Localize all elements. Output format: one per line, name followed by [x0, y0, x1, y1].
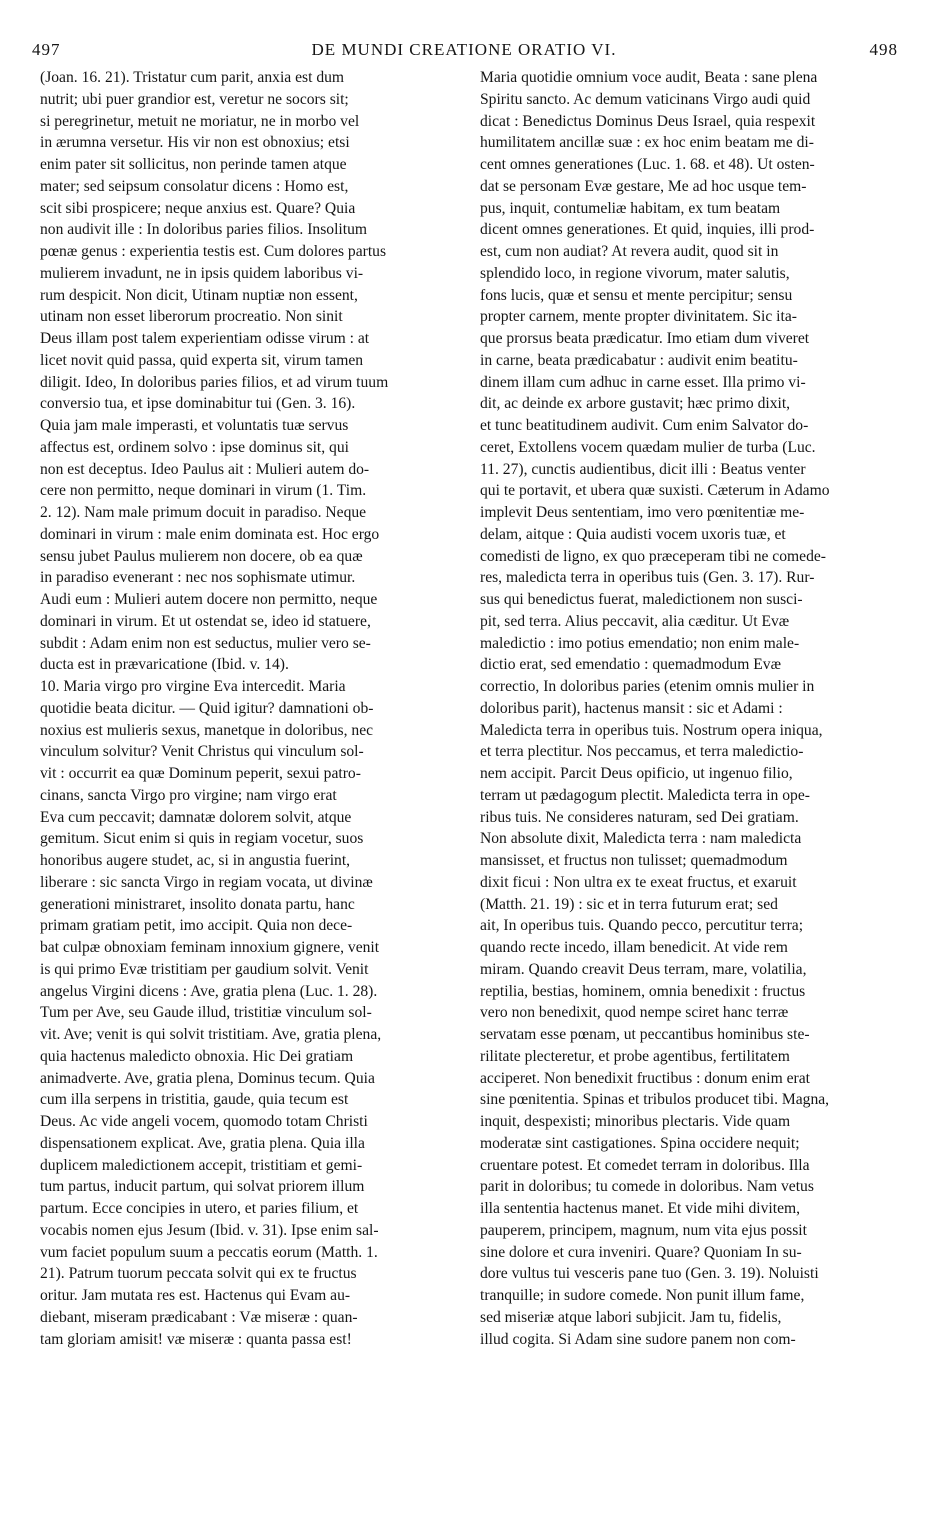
text-line: sus qui benedictus fuerat, maledictionem non susci-	[480, 591, 803, 608]
page-number-left: 497	[32, 40, 61, 59]
text-line: que prorsus beata prædicatur. Imo etiam dum viveret	[480, 330, 810, 347]
text-line: 21). Patrum tuorum peccata solvit qui ex te fructus	[40, 1265, 357, 1283]
text-line: cere non permitto, neque dominari in virum (1. Tim.	[40, 482, 367, 500]
page-header	[30, 40, 898, 66]
text-line: duplicem maledictionem accepit, tristitiam et gemi-	[40, 1156, 363, 1174]
text-line: humilitatem ancillæ suæ : ex hoc enim beatam me di-	[480, 134, 814, 152]
text-line: servatam esse pœnam, ut peccantibus hominibus ste-	[480, 1026, 810, 1043]
text-line: conversio tua, et ipse dominabitur tui (Gen. 3. 16).	[40, 395, 356, 413]
text-line: in paradiso evenerant : nec nos sophismate utimur.	[40, 569, 356, 587]
text-line: dixit ficui : Non ultra ex te exeat fructus, et exaruit	[480, 873, 797, 891]
text-line: reptilia, bestias, hominem, omnia benedixit : fructus	[480, 982, 806, 1000]
text-line: Non absolute dixit, Maledicta terra : nam maledicta	[480, 830, 802, 848]
text-line: miram. Quando creavit Deus terram, mare, volatilia,	[480, 960, 807, 978]
text-line: inquit, despexisti; minoribus plectaris. Vide quam	[480, 1113, 791, 1130]
text-line: affectus est, ordinem solvo : ipse dominus sit, qui	[40, 438, 349, 456]
text-line: vocabis nomen ejus Jesum (Ibid. v. 31). Ipse enim sal-	[40, 1221, 379, 1239]
text-line: Eva cum peccavit; damnatæ dolorem solvit, atque	[40, 808, 352, 826]
text-line: parit in doloribus; tu comede in doloribus. Nam vetus	[480, 1178, 814, 1196]
text-line: rilitate plecteretur, et probe agentibus, fertilitatem	[480, 1047, 790, 1065]
running-title: DE MUNDI CREATIONE ORATIO VI.	[311, 40, 617, 59]
left-column	[40, 67, 457, 1350]
text-line: dit, ac deinde ex arbore gustavit; hæc primo dixit,	[480, 395, 791, 413]
text-line: doloribus parit), hactenus mansit : sic et Adami :	[480, 699, 783, 717]
text-line: primam gratiam petit, imo accipit. Quia non dece-	[40, 917, 353, 935]
text-line: qui te portavit, et ubera quæ suxisti. Cæterum in Adamo	[480, 482, 830, 500]
text-line: Quia jam male imperasti, et voluntatis tuæ servus	[40, 417, 349, 434]
text-line: diebant, miseram prædicabant : Væ miseræ : quan-	[40, 1308, 358, 1326]
text-line: vit : occurrit ea quæ Dominum peperit, sexui patro-	[40, 765, 361, 782]
text-line: pauperem, principem, magnum, num vita ejus possit	[480, 1221, 807, 1239]
text-line: cum illa serpens in tristitia, gaude, quia tecum est	[40, 1091, 349, 1109]
text-line: vinculum solvitur? Venit Christus qui vinculum sol-	[40, 743, 364, 761]
text-line: sine dolore et cura inveniri. Quare? Quoniam In su-	[480, 1243, 802, 1261]
text-line: quia hactenus maledicto obnoxia. Hic Dei gratiam	[40, 1047, 354, 1065]
text-line: partum. Ecce concipies in utero, et paries filium, et	[40, 1200, 359, 1217]
text-line: angelus Virgini dicens : Ave, gratia plena (Luc. 1. 28).	[40, 982, 378, 1000]
text-line: propter carnem, mente propter divinitatem. Sic ita-	[480, 308, 797, 326]
text-line: 11. 27), cunctis audientibus, dicit illi : Beatus venter	[480, 460, 806, 478]
text-line: si peregrinetur, metuit ne moriatur, ne in morbo vel	[40, 112, 360, 130]
text-line: non est deceptus. Ideo Paulus ait : Mulieri autem do-	[40, 460, 370, 478]
text-line: Maria quotidie omnium voce audit, Beata : sane plena	[480, 69, 818, 86]
text-line: scit sibi prospicere; neque anxius est. Quare? Quia	[40, 199, 356, 217]
text-line: sensu jubet Paulus mulierem non docere, ob ea quæ	[40, 547, 363, 565]
text-line: sed miseriæ atque labori subjicit. Jam tu, fidelis,	[480, 1308, 782, 1326]
text-line: mulierem invadunt, ne in ipsis quidem laboribus vi-	[40, 264, 364, 282]
right-column	[480, 67, 897, 1350]
text-line: dispensationem explicat. Ave, gratia plena. Quia illa	[40, 1134, 365, 1152]
text-line: bat culpæ obnoxiam feminam innoxium gignere, venit	[40, 939, 380, 956]
text-line: nem accipit. Parcit Deus opificio, ut ingenuo filio,	[480, 765, 793, 782]
text-line: in ærumna versetur. His vir non est obnoxius; etsi	[40, 134, 350, 152]
text-line: licet novit quid passa, quid experta sit, virum tamen	[40, 351, 364, 369]
text-line: ait, In operibus tuis. Quando pecco, percutitur terra;	[480, 917, 804, 935]
text-line: dinem illam cum adhuc in carne esset. Illa primo vi-	[480, 373, 806, 391]
text-line: (Joan. 16. 21). Tristatur cum parit, anxia est dum	[40, 69, 345, 86]
text-line: pus, inquit, contumeliæ habitam, ex tum beatam	[480, 199, 781, 217]
text-line: vero non benedixit, quod nempe sciret hanc terræ	[480, 1004, 789, 1022]
text-line: Spiritu sancto. Ac demum vaticinans Virgo audi quid	[480, 90, 811, 108]
text-line: est, cum non audiat? At revera audit, quod sit in	[480, 243, 779, 260]
text-line: illa sententia hactenus manet. Et vide mihi divitem,	[480, 1200, 801, 1217]
text-line: res, maledicta terra in operibus tuis (Gen. 3. 17). Rur-	[480, 569, 815, 587]
text-line: (Matth. 21. 19) : sic et in terra futurum erat; sed	[480, 895, 778, 913]
text-line: implevit Deus sententiam, imo vero pœnitentiæ me-	[480, 504, 805, 521]
text-line: quotidie beata dicitur. — Quid igitur? damnationi ob-	[40, 699, 374, 717]
text-line: vit. Ave; venit is qui solvit tristitiam. Ave, gratia plena,	[40, 1026, 382, 1043]
text-line: Deus illam post talem experientiam odisse virum : at	[40, 330, 370, 347]
text-line: et terra plectitur. Nos peccamus, et terra maledictio-	[480, 743, 804, 761]
text-line: cruentare potest. Et comedet terram in doloribus. Illa	[480, 1156, 810, 1174]
text-line: delam, aitque : Quia audisti vocem uxoris tuæ, et	[480, 525, 786, 543]
text-line: mater; sed seipsum consolatur dicens : Homo est,	[40, 177, 349, 195]
text-line: mansisset, et fructus non tulisset; quemadmodum	[480, 852, 788, 869]
text-line: ducta est in prævaricatione (Ibid. v. 14).	[40, 656, 289, 674]
text-line: Deus. Ac vide angeli vocem, quomodo totam Christi	[40, 1113, 368, 1130]
text-line: oritur. Jam mutata res est. Hactenus qui Evam au-	[40, 1287, 351, 1304]
text-line: dicent omnes generationes. Et quid, inquies, illi prod-	[480, 221, 815, 239]
text-line: non audivit ille : In doloribus paries filios. Insolitum	[40, 221, 368, 239]
text-line: pœnæ genus : experientia testis est. Cum dolores partus	[40, 243, 387, 260]
text-line: cent omnes generationes (Luc. 1. 68. et 48). Ut osten-	[480, 156, 815, 173]
text-line: 2. 12). Nam male primum docuit in paradiso. Neque	[40, 504, 367, 521]
text-line: illud cogita. Si Adam sine sudore panem non com-	[480, 1330, 796, 1348]
text-line: maledictio : imo potius emendatio; non enim male-	[480, 634, 800, 652]
text-line: ribus tuis. Ne consideres naturam, sed Dei gratiam.	[480, 808, 799, 826]
text-line: fons lucis, quæ et sensu et mente percipitur; sensu	[480, 286, 793, 304]
text-line: tam gloriam amisit! væ miseræ : quanta passa est!	[40, 1330, 352, 1348]
text-line: dominari in virum. Et ut ostendat se, ideo id statuere,	[40, 612, 371, 630]
text-line: dominari in virum : male enim dominata est. Hoc ergo	[40, 525, 380, 543]
text-line: enim pater sit sollicitus, non perinde tamen atque	[40, 156, 347, 173]
text-line: animadverte. Ave, gratia plena, Dominus tecum. Quia	[40, 1069, 375, 1087]
text-line: splendido loco, in regione vivorum, mater salutis,	[480, 264, 790, 282]
text-line: acciperet. Non benedixit fructibus : donum enim erat	[480, 1069, 810, 1087]
text-line: utinam non esset liberorum procreatio. Non sinit	[40, 308, 343, 326]
text-line: dicat : Benedictus Dominus Deus Israel, quia respexit	[480, 112, 816, 130]
text-line: Tum per Ave, seu Gaude illud, tristitiæ vinculum sol-	[40, 1004, 372, 1022]
text-line: et tunc beatitudinem audivit. Cum enim Salvator do-	[480, 417, 809, 434]
text-line: Maledicta terra in operibus tuis. Nostrum opera iniqua,	[480, 721, 823, 739]
text-line: liberare : sic sancta Virgo in regiam vocata, ut divinæ	[40, 873, 373, 891]
text-line: 10. Maria virgo pro virgine Eva intercedit. Maria	[40, 678, 346, 695]
text-line: moderatæ sint castigationes. Spina occidere nequit;	[480, 1134, 800, 1152]
text-line: quando recte incedo, illam benedicit. At vide rem	[480, 939, 788, 956]
text-line: noxius est mulieris sexus, manetque in doloribus, nec	[40, 721, 374, 739]
text-line: nutrit; ubi puer grandior est, veretur ne socors sit;	[40, 90, 349, 108]
text-line: terram ut pædagogum plectit. Maledicta terra in ope-	[480, 786, 810, 804]
text-line: generationi ministraret, insolito donata partu, hanc	[40, 895, 355, 913]
text-line: diligit. Ideo, In doloribus paries filios, et ad virum tuum	[40, 373, 389, 391]
text-line: sine pœnitentia. Spinas et tribulos producet tibi. Magna,	[480, 1091, 830, 1109]
text-line: tranquille; in sudore comede. Non punit illum fame,	[480, 1287, 805, 1304]
text-line: gemitum. Sicut enim si quis in regiam vocetur, suos	[40, 830, 364, 848]
text-line: tum partus, inducit partum, qui solvat priorem illum	[40, 1178, 365, 1196]
text-line: vum faciet populum suum a peccatis eorum (Matth. 1.	[40, 1243, 378, 1261]
text-line: correctio, In doloribus paries (etenim omnis mulier in	[480, 678, 815, 695]
text-line: comedisti de ligno, ex quo præceperam tibi ne comede-	[480, 547, 826, 565]
text-line: dictio erat, sed emendatio : quemadmodum Evæ	[480, 656, 781, 674]
text-line: dore vultus tui vesceris pane tuo (Gen. 3. 19). Noluisti	[480, 1265, 819, 1283]
text-line: in carne, beata prædicabatur : audivit enim beatitu-	[480, 351, 798, 369]
text-line: Audi eum : Mulieri autem docere non permitto, neque	[40, 591, 378, 608]
text-line: pit, sed terra. Alius peccavit, alia cæditur. Ut Evæ	[480, 612, 790, 630]
text-line: dat se personam Evæ gestare, Me ad hoc usque tem-	[480, 177, 807, 195]
text-line: honoribus augere studet, ac, si in angustia fuerint,	[40, 852, 351, 869]
text-line: cinans, sancta Virgo pro virgine; nam virgo erat	[40, 786, 337, 804]
page-number-right: 498	[869, 40, 898, 59]
text-line: is qui primo Evæ tristitiam per gaudium solvit. Venit	[40, 960, 369, 978]
text-line: rum despicit. Non dicit, Utinam nuptiæ non essent,	[40, 286, 358, 304]
text-line: ceret, Extollens vocem quædam mulier de turba (Luc.	[480, 438, 816, 456]
text-line: subdit : Adam enim non est seductus, mulier vero se-	[40, 634, 371, 652]
